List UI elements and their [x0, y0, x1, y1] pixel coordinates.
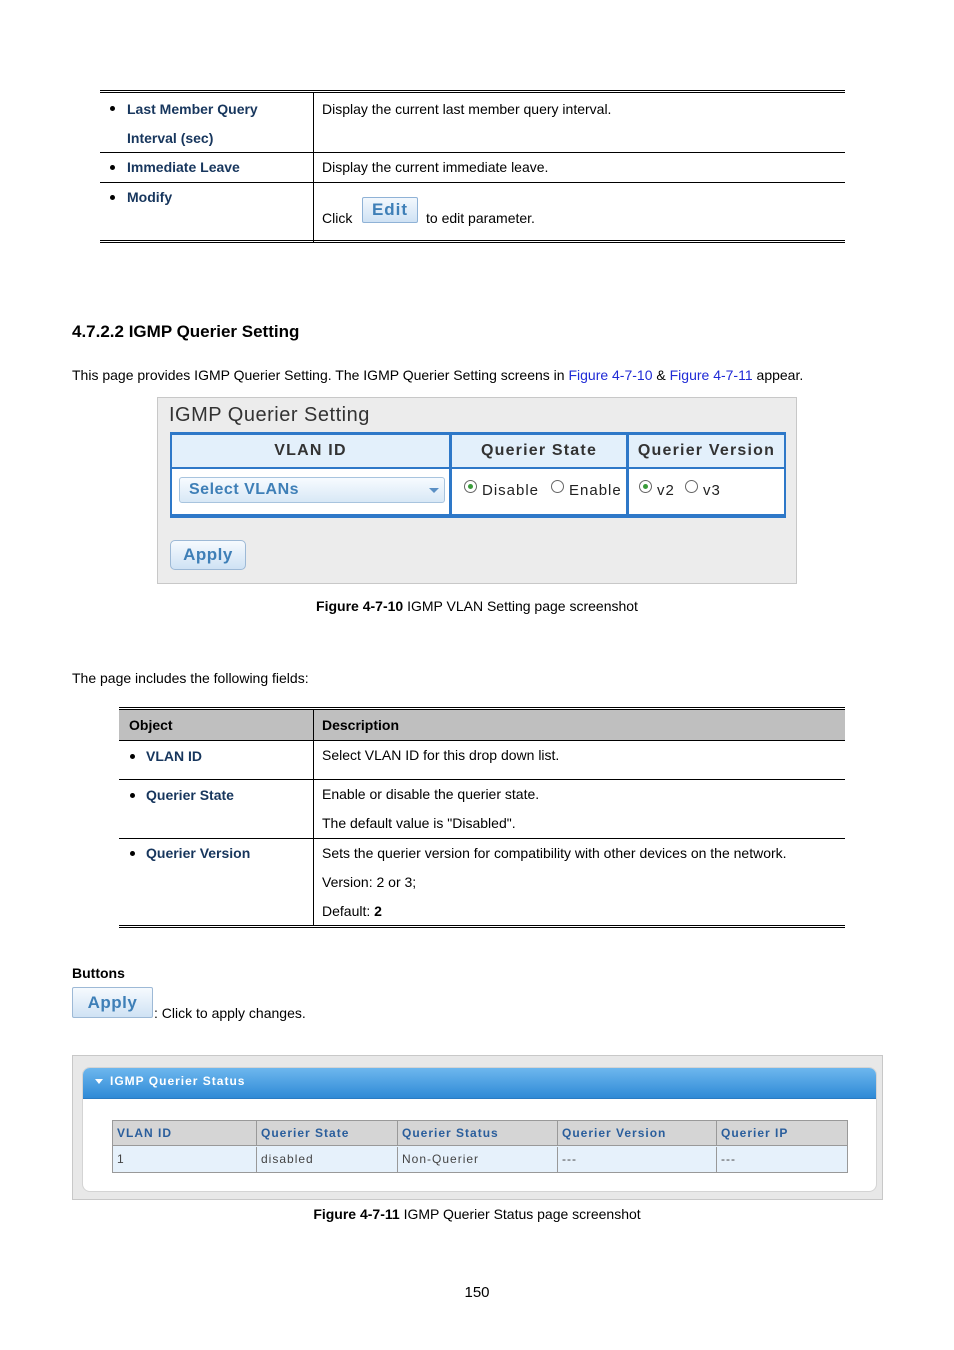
apply-button-legend[interactable]: Apply: [72, 987, 153, 1018]
querier-setting-table: [170, 432, 786, 518]
radio-v2-label: v2: [657, 482, 675, 499]
radio-enable[interactable]: [551, 480, 564, 493]
field-querier-version-desc-2: Version: 2 or 3;: [322, 874, 417, 890]
header-object: Object: [129, 717, 173, 733]
fields-intro: The page includes the following fields:: [72, 670, 309, 686]
buttons-heading: Buttons: [72, 965, 125, 981]
radio-v3-label: v3: [703, 482, 721, 499]
header-querier-status: Querier Status: [398, 1121, 558, 1146]
desc-modify-suffix: to edit parameter.: [426, 210, 535, 226]
bullet: [110, 106, 115, 111]
section-heading: 4.7.2.2 IGMP Querier Setting: [72, 322, 300, 341]
querier-state-cell: [452, 469, 626, 514]
field-querier-state: Querier State: [146, 787, 234, 803]
vlan-cell: [172, 469, 449, 514]
section-intro: [72, 367, 803, 383]
apply-button-desc: : Click to apply changes.: [154, 1005, 306, 1021]
header-description: Description: [322, 717, 400, 733]
intro-text: &: [652, 367, 670, 383]
default-value: 2: [374, 903, 382, 919]
column-divider: [313, 710, 314, 926]
header-querier-state: Querier State: [257, 1121, 398, 1146]
bullet: [110, 195, 115, 200]
igmp-querier-setting-panel: [157, 397, 797, 584]
object-last-member-query-line1: Last Member Query: [127, 101, 258, 117]
querier-status-table: [112, 1120, 848, 1173]
panel-header-bar[interactable]: [83, 1068, 876, 1099]
header-querier-version: Querier Version: [629, 435, 784, 467]
panel-title: IGMP Querier Setting: [169, 404, 370, 426]
field-querier-state-desc-2: The default value is "Disabled".: [322, 815, 516, 831]
desc-modify-prefix: Click: [322, 210, 353, 226]
field-querier-state-desc-1: Enable or disable the querier state.: [322, 786, 540, 802]
chevron-down-icon: [429, 488, 439, 493]
field-vlan-id: VLAN ID: [146, 748, 202, 764]
caption-text: IGMP VLAN Setting page screenshot: [403, 598, 638, 614]
header-querier-version: Querier Version: [558, 1121, 717, 1146]
fields-table-header: [119, 710, 845, 740]
field-vlan-id-desc: Select VLAN ID for this drop down list.: [322, 747, 560, 763]
radio-disable[interactable]: [464, 480, 477, 493]
igmp-querier-status-screenshot: [72, 1055, 883, 1200]
row-divider: [100, 182, 845, 183]
table-top-rule: [100, 90, 845, 93]
object-last-member-query-line2: Interval (sec): [127, 130, 214, 146]
header-querier-state: Querier State: [452, 435, 626, 467]
panel-title: IGMP Querier Status: [110, 1074, 246, 1088]
header-vlan-id: VLAN ID: [113, 1121, 257, 1146]
caption-text: IGMP Querier Status page screenshot: [399, 1206, 641, 1222]
table-bottom-rule: [100, 240, 845, 243]
intro-text: This page provides IGMP Querier Setting. The IGMP Querier Setting screens in: [72, 367, 569, 383]
bullet: [130, 793, 135, 798]
field-querier-version-desc-1: Sets the querier version for compatibility with other devices on the network.: [322, 845, 787, 861]
cell-querier-version: ---: [558, 1147, 717, 1172]
cell-vlan-id: 1: [113, 1147, 257, 1172]
collapse-triangle-icon[interactable]: [95, 1079, 103, 1084]
default-label: Default:: [322, 903, 375, 919]
radio-v2[interactable]: [639, 480, 652, 493]
caption-label: Figure 4-7-10: [316, 598, 404, 614]
cell-querier-status: Non-Querier: [398, 1147, 558, 1172]
figure-4-7-10-caption: [0, 598, 954, 614]
igmp-querier-status-panel: [82, 1067, 877, 1192]
bullet: [130, 851, 135, 856]
page-number: 150: [464, 1284, 490, 1301]
cell-querier-ip: ---: [721, 1152, 736, 1166]
radio-v3[interactable]: [685, 480, 698, 493]
figure-4-7-11-link[interactable]: Figure 4-7-11: [669, 367, 753, 383]
apply-button[interactable]: Apply: [170, 540, 246, 570]
caption-label: Figure 4-7-11: [313, 1206, 400, 1222]
header-vlan-id: VLAN ID: [172, 435, 449, 467]
bullet: [110, 165, 115, 170]
fields-table-bottom-rule: [119, 925, 845, 928]
select-vlans-label: Select VLANs: [189, 481, 300, 498]
intro-text: appear.: [752, 367, 804, 383]
desc-last-member-query: Display the current last member query interval.: [322, 101, 612, 117]
edit-button[interactable]: Edit: [362, 197, 418, 223]
bullet: [130, 754, 135, 759]
desc-immediate-leave: Display the current immediate leave.: [322, 159, 549, 175]
field-querier-version-default: [322, 897, 382, 926]
header-querier-ip: Querier IP: [717, 1121, 847, 1146]
figure-4-7-11-caption: [0, 1206, 954, 1222]
radio-disable-label: Disable: [482, 482, 540, 499]
querier-version-cell: [629, 469, 784, 514]
figure-4-7-10-link[interactable]: Figure 4-7-10: [568, 367, 653, 383]
radio-enable-label: Enable: [569, 482, 622, 499]
object-immediate-leave: Immediate Leave: [127, 159, 240, 175]
object-modify: Modify: [127, 189, 173, 205]
field-querier-version: Querier Version: [146, 845, 251, 861]
cell-querier-state: disabled: [257, 1147, 398, 1172]
select-vlans-dropdown[interactable]: [179, 477, 445, 503]
column-divider: [313, 92, 314, 242]
